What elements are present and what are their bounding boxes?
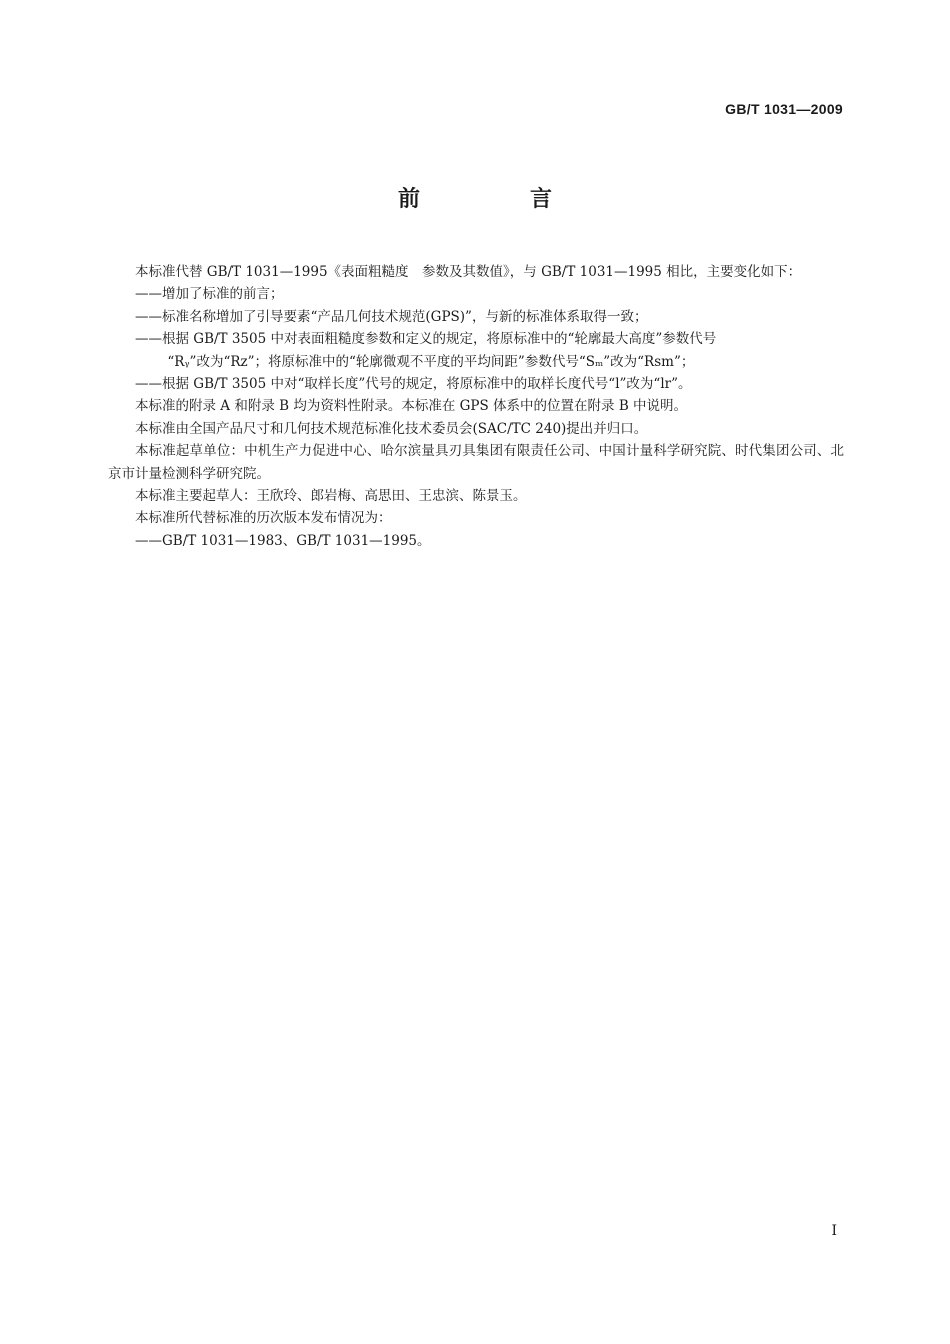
change-item-parameters: ——根据 GB/T 3505 中对表面粗糙度参数和定义的规定，将原标准中的“轮廓最大高度”参数代号 (135, 331, 717, 348)
foreword-body (108, 261, 844, 552)
history-paragraph: 本标准所代替标准的历次版本发布情况为： (135, 510, 392, 527)
page-number: I (831, 1223, 837, 1239)
drafters-paragraph: 本标准主要起草人：王欣玲、郎岩梅、高思田、王忠滨、陈景玉。 (135, 488, 527, 505)
history-item: ——GB/T 1031—1983、GB/T 1031—1995。 (135, 532, 431, 549)
change-item-sampling-length: ——根据 GB/T 3505 中对“取样长度”代号的规定，将原标准中的取样长度代号“l”改为“lr”。 (135, 376, 692, 393)
change-item-parameters-continued: “Rᵧ”改为“Rz”；将原标准中的“轮廓微观不平度的平均间距”参数代号“Sₘ”改为“Rsm”； (167, 353, 695, 370)
intro-paragraph: 本标准代替 GB/T 1031—1995《表面粗糙度 参数及其数值》，与 GB/T 1031—1995 相比，主要变化如下： (135, 264, 802, 280)
committee-paragraph: 本标准由全国产品尺寸和几何技术规范标准化技术委员会(SAC/TC 240)提出并归口。 (135, 420, 648, 437)
standard-code: GB/T 1031—2009 (725, 101, 843, 117)
change-item-title: ——标准名称增加了引导要素“产品几何技术规范(GPS)”，与新的标准体系取得一致； (135, 308, 648, 325)
annex-paragraph: 本标准的附录 A 和附录 B 均为资料性附录。本标准在 GPS 体系中的位置在附录 B 中说明。 (135, 398, 688, 415)
change-item-preface: ——增加了标准的前言； (135, 286, 284, 303)
page-title: 前 言 (397, 187, 596, 212)
drafting-units-paragraph: 本标准起草单位：中机生产力促进中心、哈尔滨量具刃具集团有限责任公司、中国计量科学研究院、时代集团公司、北京市计量检测科学研究院。 (108, 443, 844, 482)
